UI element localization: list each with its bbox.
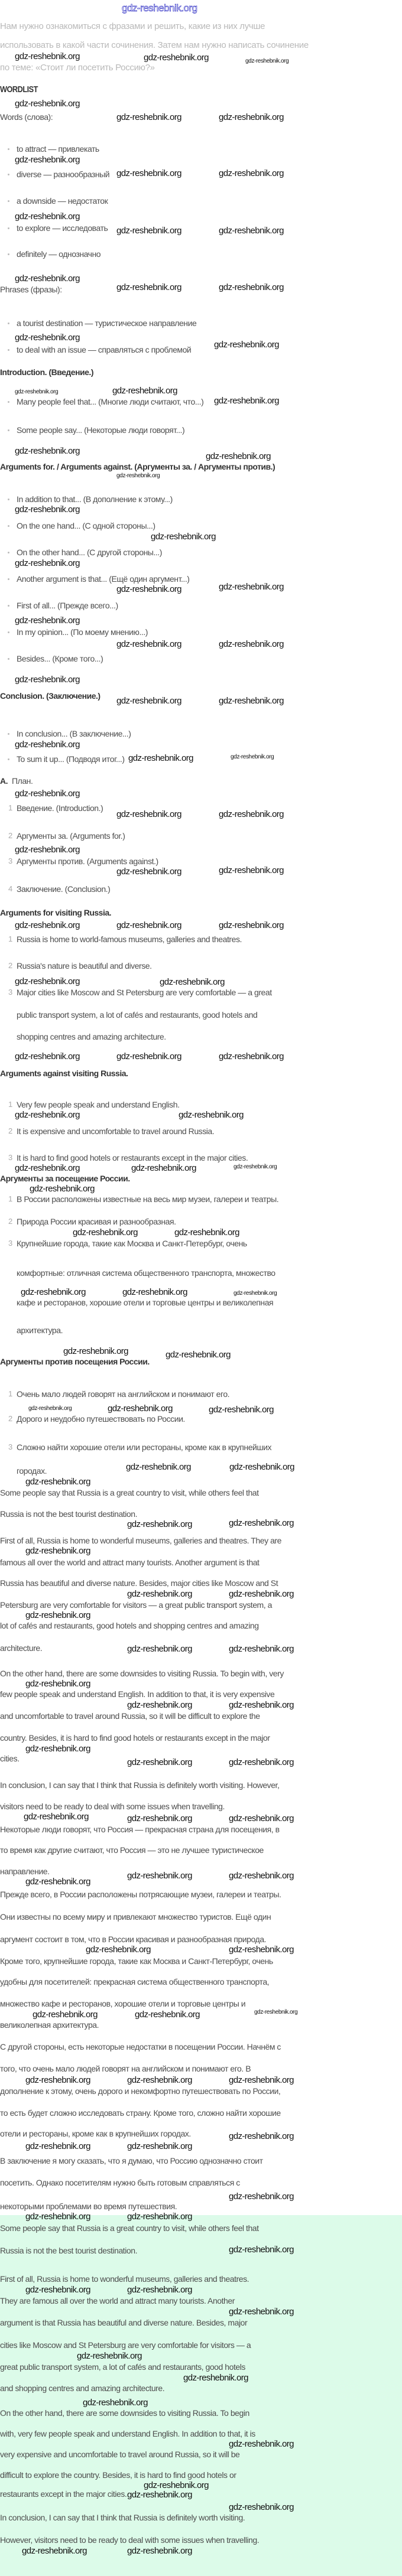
watermark: gdz-reshebnik.org xyxy=(25,1744,90,1754)
words-label: Words (слова): xyxy=(0,112,53,122)
watermark: gdz-reshebnik.org xyxy=(219,112,284,122)
essay-line: Кроме того, крупнейшие города, такие как Москва и Санкт-Петербург, очень xyxy=(0,1956,273,1966)
essay-line: On the other hand, there are some downsides to visiting Russia. To begin with, very xyxy=(0,1669,284,1678)
item-number: 2 xyxy=(8,1217,13,1226)
watermark: gdz-reshebnik.org xyxy=(22,2546,87,2556)
watermark: gdz-reshebnik.org xyxy=(15,920,80,930)
watermark: gdz-reshebnik.org xyxy=(229,2131,294,2141)
watermark: gdz-reshebnik.org xyxy=(86,1945,151,1955)
ru-for-heading: Аргументы за посещение России. xyxy=(0,1174,130,1183)
wordlist-heading: WORDLIST xyxy=(0,84,38,95)
watermark: gdz-reshebnik.org xyxy=(229,1813,294,1823)
watermark: gdz-reshebnik.org xyxy=(15,1051,80,1061)
watermark: gdz-reshebnik.org xyxy=(229,2307,294,2317)
plan-item: Аргументы за. (Arguments for.) xyxy=(17,831,125,841)
watermark: gdz-reshebnik.org xyxy=(219,809,284,819)
phrase-item: Another argument is that... (Ещё один аргумент...) xyxy=(17,574,190,584)
essay-line: то время как другие считают, что Россия — это не лучшее туристическое xyxy=(0,1845,264,1855)
conclusion-heading: Conclusion. (Заключение.) xyxy=(0,691,100,701)
watermark: gdz-reshebnik.org xyxy=(25,1546,90,1556)
phrases-label: Phrases (фразы): xyxy=(0,285,62,294)
watermark: gdz-reshebnik.org xyxy=(206,451,271,461)
watermark: gdz-reshebnik.org xyxy=(135,2010,200,2020)
essay-line: In conclusion, I can say that I think that Russia is definitely worth visiting. However, xyxy=(0,1780,280,1790)
watermark: gdz-reshebnik.org xyxy=(127,1757,192,1767)
watermark: gdz-reshebnik.org xyxy=(219,168,284,178)
list-item: Крупнейшие города, такие как Москва и Санкт-Петербург, очень xyxy=(17,1239,247,1248)
watermark: gdz-reshebnik.org xyxy=(229,1462,294,1472)
introduction-heading: Introduction. (Введение.) xyxy=(0,367,93,377)
watermark: gdz-reshebnik.org xyxy=(127,1589,192,1599)
essay-line: С другой стороны, есть некоторые недостатки в посещении России. Начнём с xyxy=(0,2042,281,2051)
item-number: 3 xyxy=(8,1442,13,1451)
word-item: to attract — привлекать xyxy=(17,144,99,154)
essay-line: В заключение я могу сказать, что я думаю, что Россию однозначно стоит xyxy=(0,2156,263,2165)
word-item: definitely — однозначно xyxy=(17,249,101,259)
essay-line: lot of cafés and restaurants, good hotels and shopping centres and amazing xyxy=(0,1621,259,1630)
item-number: 2 xyxy=(8,1414,13,1423)
watermark: gdz-reshebnik.org xyxy=(144,2480,209,2490)
watermark: gdz-reshebnik.org xyxy=(15,675,80,685)
watermark: gdz-reshebnik.org xyxy=(15,1110,80,1120)
essay-line: великолепная архитектура. xyxy=(0,2020,99,2030)
watermark: gdz-reshebnik.org xyxy=(15,51,80,61)
bullet-icon xyxy=(8,658,9,660)
watermark: gdz-reshebnik.org xyxy=(219,865,284,875)
watermark: gdz-reshebnik.org xyxy=(15,273,80,284)
watermark: gdz-reshebnik.org xyxy=(229,1700,294,1710)
phrase-item: Besides... (Кроме того...) xyxy=(17,654,103,663)
watermark: gdz-reshebnik.org xyxy=(15,333,80,343)
watermark: gdz-reshebnik.org xyxy=(25,1610,90,1620)
watermark: gdz-reshebnik.org xyxy=(116,226,181,236)
watermark: gdz-reshebnik.org xyxy=(160,977,225,987)
essay-line: few people speak and understand English. In addition to that, it is very expensive xyxy=(0,1689,275,1699)
watermark: gdz-reshebnik.org xyxy=(234,1290,277,1297)
watermark: gdz-reshebnik.org xyxy=(15,504,80,514)
watermark: gdz-reshebnik.org xyxy=(25,1679,90,1689)
watermark: gdz-reshebnik.org xyxy=(128,753,193,763)
watermark: gdz-reshebnik.org xyxy=(231,754,274,760)
item-number: 3 xyxy=(8,1153,13,1162)
phrase-item: On the one hand... (С одной стороны...) xyxy=(17,521,155,530)
phrase-item: a tourist destination — туристическое направление xyxy=(17,318,197,328)
watermark: gdz-reshebnik.org xyxy=(116,696,181,706)
essay-line: and uncomfortable to travel around Russia, so it will be difficult to explore the xyxy=(0,1711,260,1721)
list-item: Major cities like Moscow and St Petersburg are very comfortable — a great xyxy=(17,988,272,997)
essay-line: cities. xyxy=(0,1754,20,1763)
watermark: gdz-reshebnik.org xyxy=(214,396,279,406)
item-number: 1 xyxy=(8,1194,13,1203)
bullet-icon xyxy=(8,401,9,403)
watermark: gdz-reshebnik.org xyxy=(127,2075,192,2085)
watermark: gdz-reshebnik.org xyxy=(209,1405,274,1415)
essay-line: First of all, Russia is home to wonderful museums, galleries and theatres. xyxy=(0,2274,249,2284)
watermark: gdz-reshebnik.org xyxy=(25,2285,90,2295)
essay-line: argument is that Russia has beautiful and diverse nature. Besides, major xyxy=(0,2318,248,2327)
essay-line: famous all over the world and attract many tourists. Another argument is that xyxy=(0,1558,260,1567)
plan-item: Аргументы против. (Arguments against.) xyxy=(17,857,158,866)
item-number: 2 xyxy=(8,961,13,970)
watermark: gdz-reshebnik.org xyxy=(234,1164,277,1170)
watermark: gdz-reshebnik.org xyxy=(229,1757,294,1767)
word-item: to explore — исследовать xyxy=(17,223,108,233)
essay-line: Petersburg are very comfortable for visitors — a great public transport system, a xyxy=(0,1600,272,1610)
essay-line: cities like Moscow and St Petersburg are very comfortable for visitors — a xyxy=(0,2340,251,2350)
essay-line: посетить. Однако посетителям нужно быть готовым справляться с xyxy=(0,2178,240,2187)
essay-line: Прежде всего, в России расположены потрясающие музеи, галереи и театры. xyxy=(0,1890,281,1899)
watermark: gdz-reshebnik.org xyxy=(151,532,216,542)
watermark: gdz-reshebnik.org xyxy=(25,1877,90,1887)
essay-line: Russia is not the best tourist destination. xyxy=(0,2246,138,2255)
watermark: gdz-reshebnik.org xyxy=(229,1945,294,1955)
list-item: В России расположены известные на весь мир музеи, галереи и театры. xyxy=(17,1194,279,1204)
essay-line: and shopping centres and amazing architecture. xyxy=(0,2383,165,2393)
watermark: gdz-reshebnik.org xyxy=(112,386,177,396)
bullet-icon xyxy=(8,200,9,202)
essay-line: аргумент состоит в том, что в России красивая и разнообразная природа. xyxy=(0,1935,266,1944)
watermark: gdz-reshebnik.org xyxy=(25,2075,90,2085)
essay-line: First of all, Russia is home to wonderful museums, galleries and theatres. They are xyxy=(0,1536,281,1545)
watermark: gdz-reshebnik.org xyxy=(127,1871,192,1881)
item-number: 1 xyxy=(8,934,13,943)
watermark: gdz-reshebnik.org xyxy=(122,1287,187,1297)
item-number: 1 xyxy=(8,1389,13,1398)
bullet-icon xyxy=(8,148,9,150)
essay-line: того, что очень мало людей говорят на английском и понимают его. В xyxy=(0,2064,251,2073)
watermark: gdz-reshebnik.org xyxy=(108,1403,173,1414)
essay-line: удобны для посетителей: прекрасная система общественного транспорта, xyxy=(0,1977,270,1986)
watermark: gdz-reshebnik.org xyxy=(229,1871,294,1881)
watermark: gdz-reshebnik.org xyxy=(21,1287,86,1297)
watermark: gdz-reshebnik.org xyxy=(15,845,80,855)
watermark: gdz-reshebnik.org xyxy=(15,740,80,750)
watermark: gdz-reshebnik.org xyxy=(127,2285,192,2295)
watermark: gdz-reshebnik.org xyxy=(77,2351,142,2361)
watermark: gdz-reshebnik.org xyxy=(83,2398,148,2408)
watermark: gdz-reshebnik.org xyxy=(229,2075,294,2085)
list-item: Very few people speak and understand English. xyxy=(17,1100,180,1109)
watermark: gdz-reshebnik.org xyxy=(116,112,181,122)
essay-line: Russia has beautiful and diverse nature. Besides, major cities like Moscow and St xyxy=(0,1578,278,1588)
args-for-heading: Arguments for visiting Russia. xyxy=(0,908,112,917)
essay-line: with, very few people speak and understand English. In addition to that, it is xyxy=(0,2429,255,2438)
phrase-item: Some people say... (Некоторые люди говорят...) xyxy=(17,425,185,435)
watermark: gdz-reshebnik.org xyxy=(179,1110,244,1120)
list-item: Дорого и неудобно путешествовать по России. xyxy=(17,1414,185,1424)
item-number: 3 xyxy=(8,988,13,996)
watermark: gdz-reshebnik.org xyxy=(15,99,80,109)
watermark: gdz-reshebnik.org xyxy=(116,1051,181,1061)
bullet-icon xyxy=(8,733,9,735)
watermark: gdz-reshebnik.org xyxy=(214,340,279,350)
bullet-icon xyxy=(8,758,9,760)
bullet-icon xyxy=(8,525,9,527)
watermark: gdz-reshebnik.org xyxy=(229,1589,294,1599)
item-number: 2 xyxy=(8,1126,13,1135)
watermark: gdz-reshebnik.org xyxy=(116,168,181,178)
essay-line: отели и рестораны, кроме как в крупнейших городах. xyxy=(0,2129,191,2138)
watermark: gdz-reshebnik.org xyxy=(127,2490,192,2500)
watermark: gdz-reshebnik.org xyxy=(126,1462,191,1472)
watermark: gdz-reshebnik.org xyxy=(166,1350,231,1360)
bullet-icon xyxy=(8,578,9,580)
watermark: gdz-reshebnik.org xyxy=(15,558,80,568)
watermark: gdz-reshebnik.org xyxy=(127,1644,192,1654)
watermark: gdz-reshebnik.org xyxy=(127,1813,192,1823)
phrase-item: First of all... (Прежде всего...) xyxy=(17,601,118,610)
plan-item: Введение. (Introduction.) xyxy=(17,803,103,813)
essay-line: great public transport system, a lot of cafés and restaurants, good hotels xyxy=(0,2362,245,2372)
watermark: gdz-reshebnik.org xyxy=(15,155,80,165)
essay-line: некоторыми проблемами во время путешествия. xyxy=(0,2202,177,2211)
watermark: gdz-reshebnik.org xyxy=(127,2212,192,2222)
watermark: gdz-reshebnik.org xyxy=(219,696,284,706)
word-item: a downside — недостаток xyxy=(17,196,108,206)
item-number: 4 xyxy=(8,884,13,893)
watermark: gdz-reshebnik.org xyxy=(219,1051,284,1061)
watermark: gdz-reshebnik.org xyxy=(144,53,209,63)
essay-line: дополнение к этому, очень дорого и некомфортно путешествовать по России, xyxy=(0,2086,281,2096)
watermark: gdz-reshebnik.org xyxy=(25,2212,90,2222)
watermark: gdz-reshebnik.org xyxy=(116,920,181,930)
word-item: diverse — разнообразный xyxy=(17,170,110,179)
ru-against-heading: Аргументы против посещения России. xyxy=(0,1357,150,1366)
phrase-item: On the other hand... (С другой стороны...) xyxy=(17,548,163,557)
list-item: Russia is home to world-famous museums, galleries and theatres. xyxy=(17,934,242,944)
essay-line: то есть будет сложно исследовать страну. Кроме того, сложно найти хорошие xyxy=(0,2108,281,2118)
phrase-item: In my opinion... (По моему мнению...) xyxy=(17,627,148,637)
essay-line: restaurants except in the major cities. xyxy=(0,2489,127,2499)
list-item: архитектура. xyxy=(17,1326,63,1335)
bullet-icon xyxy=(8,631,9,633)
phrase-item: Many people feel that... (Многие люди считают, что...) xyxy=(17,397,204,406)
watermark: gdz-reshebnik.org xyxy=(229,2191,294,2202)
watermark: gdz-reshebnik.org xyxy=(116,473,160,479)
item-number: 3 xyxy=(8,857,13,865)
list-item: Сложно найти хорошие отели или рестораны, кроме как в крупнейших xyxy=(17,1442,272,1452)
watermark: gdz-reshebnik.org xyxy=(25,2141,90,2151)
bullet-icon xyxy=(8,349,9,351)
item-number: 1 xyxy=(8,803,13,812)
essay-line: множество кафе и ресторанов, хорошие отели и торговые центры и xyxy=(0,1999,246,2008)
watermark: gdz-reshebnik.org xyxy=(15,1163,80,1173)
watermark: gdz-reshebnik.org xyxy=(127,1519,192,1529)
watermark: gdz-reshebnik.org xyxy=(15,789,80,799)
bullet-icon xyxy=(8,253,9,255)
watermark: gdz-reshebnik.org xyxy=(24,1812,89,1822)
watermark: gdz-reshebnik.org xyxy=(127,2141,192,2151)
list-item: комфортные: отличная система общественного транспорта, множество xyxy=(17,1268,275,1278)
watermark: gdz-reshebnik.org xyxy=(131,1163,196,1173)
watermark: gdz-reshebnik.org xyxy=(116,282,181,292)
essay-line: Russia is not the best tourist destination. xyxy=(0,1509,138,1519)
watermark: gdz-reshebnik.org xyxy=(28,1405,72,1412)
essay-line: Some people say that Russia is a great country to visit, while others feel that xyxy=(0,1488,259,1497)
list-item: Очень мало людей говорят на английском и понимают его. xyxy=(17,1389,230,1399)
watermark: gdz-reshebnik.org xyxy=(229,2245,294,2255)
essay-line: visitors need to be ready to deal with some issues when travelling. xyxy=(0,1802,225,1811)
phrase-item: In addition to that... (В дополнение к этому...) xyxy=(17,494,173,504)
essay-line: difficult to explore the country. Besides, it is hard to find good hotels or xyxy=(0,2470,236,2480)
plan-letter: А. xyxy=(0,776,8,786)
item-number: 3 xyxy=(8,1239,13,1248)
args-against-heading: Arguments against visiting Russia. xyxy=(0,1069,128,1078)
instruction-text: Нам нужно ознакомиться с фразами и решить, какие из них лучше xyxy=(0,21,265,31)
phrase-item: to deal with an issue — справляться с проблемой xyxy=(17,345,192,354)
watermark: gdz-reshebnik.org xyxy=(15,389,59,395)
phrase-item: In conclusion... (В заключение...) xyxy=(17,729,131,738)
watermark: gdz-reshebnik.org xyxy=(229,1518,294,1528)
essay-line: They are famous all over the world and attract many tourists. Another xyxy=(0,2296,235,2305)
watermark: gdz-reshebnik.org xyxy=(116,584,181,594)
list-item: кафе и ресторанов, хорошие отели и торговые центры и великолепная xyxy=(17,1298,274,1307)
watermark: gdz-reshebnik.org xyxy=(15,211,80,222)
list-item: городах. xyxy=(17,1466,47,1476)
watermark: gdz-reshebnik.org xyxy=(116,639,181,649)
list-item: Природа России красивая и разнообразная. xyxy=(17,1217,176,1226)
essay-line: On the other hand, there are some downsides to visiting Russia. To begin xyxy=(0,2408,249,2418)
essay-line: направление. xyxy=(0,1867,50,1876)
list-item: shopping centres and amazing architecture. xyxy=(17,1032,166,1041)
plan-item: Заключение. (Conclusion.) xyxy=(17,884,111,894)
essay-line: In conclusion, I can say that I think that Russia is definitely worth visiting. xyxy=(0,2513,245,2522)
phrase-item: To sum it up... (Подводя итог...) xyxy=(17,754,125,764)
list-item: It is expensive and uncomfortable to travel around Russia. xyxy=(17,1126,215,1136)
watermark: gdz-reshebnik.org xyxy=(174,1227,239,1237)
essay-line: Они известны по всему миру и привлекают множество туристов. Ещё один xyxy=(0,1912,271,1922)
watermark: gdz-reshebnik.org xyxy=(229,2502,294,2512)
bullet-icon xyxy=(8,429,9,431)
watermark: gdz-reshebnik.org xyxy=(63,1346,128,1356)
essay-line: very expensive and uncomfortable to travel around Russia, so it will be xyxy=(0,2450,240,2459)
watermark: gdz-reshebnik.org xyxy=(15,615,80,626)
watermark: gdz-reshebnik.org xyxy=(245,58,289,64)
watermark: gdz-reshebnik.org xyxy=(25,1477,90,1487)
watermark: gdz-reshebnik.org xyxy=(219,226,284,236)
instruction-text: использовать в какой части сочинения. Затем нам нужно написать сочинение xyxy=(0,40,309,50)
bullet-icon xyxy=(8,499,9,500)
watermark: gdz-reshebnik.org xyxy=(116,867,181,877)
watermark: gdz-reshebnik.org xyxy=(127,2546,192,2556)
bullet-icon xyxy=(8,605,9,607)
essay-line: However, visitors need to be ready to deal with some issues when travelling. xyxy=(0,2535,260,2545)
watermark: gdz-reshebnik.org xyxy=(15,976,80,986)
essay-line: Некоторые люди говорят, что Россия — прекрасная страна для посещения, в xyxy=(0,1825,280,1834)
bullet-icon xyxy=(8,552,9,553)
instruction-text: по теме: «Стоит ли посетить Россию?» xyxy=(0,63,155,73)
item-number: 1 xyxy=(8,1100,13,1109)
watermark: gdz-reshebnik.org xyxy=(127,1700,192,1710)
bullet-icon xyxy=(8,227,9,229)
bullet-icon xyxy=(8,323,9,324)
watermark: gdz-reshebnik.org xyxy=(254,2009,298,2015)
watermark: gdz-reshebnik.org xyxy=(219,639,284,649)
watermark: gdz-reshebnik.org xyxy=(219,582,284,592)
watermark: gdz-reshebnik.org xyxy=(229,2439,294,2449)
plan-heading: План. xyxy=(12,776,33,786)
item-number: 2 xyxy=(8,831,13,840)
watermark: gdz-reshebnik.org xyxy=(219,920,284,930)
watermark: gdz-reshebnik.org xyxy=(73,1227,138,1237)
watermark: gdz-reshebnik.org xyxy=(33,2010,98,2020)
watermark: gdz-reshebnik.org xyxy=(229,1644,294,1654)
watermark: gdz-reshebnik.org xyxy=(30,1184,95,1194)
arguments-heading: Arguments for. / Arguments against. (Аргументы за. / Аргументы против.) xyxy=(0,462,275,471)
list-item: It is hard to find good hotels or restaurants except in the major cities. xyxy=(17,1153,248,1162)
bullet-icon xyxy=(8,174,9,175)
watermark: gdz-reshebnik.org xyxy=(183,2373,248,2383)
site-logo[interactable]: gdz-reshebnik.org xyxy=(122,2,197,14)
essay-line: Some people say that Russia is a great country to visit, while others feel that xyxy=(0,2223,259,2233)
watermark: gdz-reshebnik.org xyxy=(219,282,284,292)
list-item: public transport system, a lot of cafés and restaurants, good hotels and xyxy=(17,1010,258,1020)
list-item: Russia's nature is beautiful and diverse. xyxy=(17,961,152,971)
essay-line: country. Besides, it is hard to find good hotels or restaurants except in the major xyxy=(0,1733,270,1743)
watermark: gdz-reshebnik.org xyxy=(116,809,181,819)
essay-line: architecture. xyxy=(0,1643,43,1653)
watermark: gdz-reshebnik.org xyxy=(15,446,80,456)
